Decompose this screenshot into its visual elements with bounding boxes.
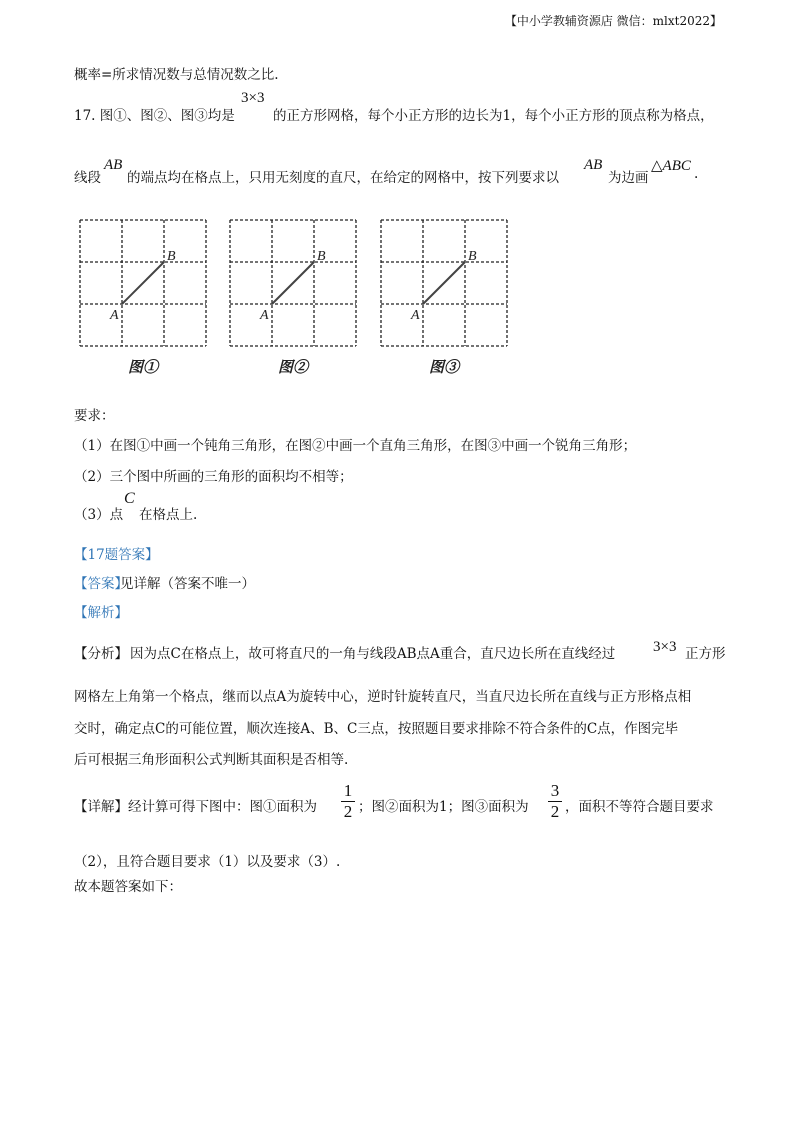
detail-line1-start: 经计算可得下图中：图①面积为 <box>128 799 317 815</box>
detail-line2: （2），且符合题目要求（1）以及要求（3）. <box>74 854 341 870</box>
analysis-label: 【分析】 <box>74 646 128 662</box>
segment-ab <box>272 262 314 304</box>
detail-label: 【详解】 <box>74 799 128 815</box>
grid-figure-1 <box>80 220 206 376</box>
fraction-three-halves <box>548 782 562 821</box>
q17-line2-middle: 的端点均在格点上，只用无刻度的直尺，在给定的网格中，按下列要求以 <box>127 170 559 186</box>
q17-line2-start: 线段 <box>74 170 101 186</box>
grid-figure-3 <box>381 220 507 376</box>
analysis-grid-size-math: 3×3 <box>653 639 677 655</box>
label-point-b: B <box>317 249 326 264</box>
label-point-b: B <box>468 249 477 264</box>
requirement-3-start: （3）点 <box>74 507 124 523</box>
intro-line: 概率=所求情况数与总情况数之比. <box>74 67 279 83</box>
fraction-three-halves-numerator: 3 <box>550 781 560 800</box>
label-point-a: A <box>110 308 119 323</box>
analysis-tag: 【解析】 <box>74 605 128 621</box>
fraction-three-halves-denominator: 2 <box>550 802 560 821</box>
segment-ab <box>122 262 164 304</box>
fraction-one-half <box>341 782 355 821</box>
requirement-3-end: 在格点上. <box>139 507 198 523</box>
requirement-2: （2）三个图中所画的三角形的面积均不相等； <box>74 469 353 485</box>
figure-caption: 图③ <box>428 360 460 376</box>
q17-line1-end: 的正方形网格，每个小正方形的边长为1，每个小正方形的顶点称为格点， <box>273 108 714 124</box>
figure-caption: 图① <box>127 360 159 376</box>
q17-segment-ab-math-2: AB <box>584 157 603 173</box>
analysis-line2: 网格左上角第一个格点，继而以点A为旋转中心，逆时针旋转直尺，当直尺边长所在直线与正方形格点相 <box>74 689 692 705</box>
answer-text: 见详解（答案不唯一） <box>120 576 255 592</box>
q17-segment-ab-math: AB <box>104 157 123 173</box>
figure-caption: 图② <box>277 360 309 376</box>
segment-ab <box>423 262 465 304</box>
fraction-one-half-numerator: 1 <box>343 781 353 800</box>
final-line: 故本题答案如下： <box>74 879 182 895</box>
analysis-line4: 后可根据三角形面积公式判断其面积是否相等. <box>74 752 349 768</box>
label-point-a: A <box>260 308 269 323</box>
q17-triangle-abc-math: △ABC <box>651 158 691 174</box>
requirement-3-point-c: C <box>124 490 135 507</box>
label-point-b: B <box>167 249 176 264</box>
q17-line2-period: . <box>694 166 699 182</box>
label-point-a: A <box>411 308 420 323</box>
q17-line2-edge-text: 为边画 <box>608 170 649 186</box>
detail-line1-middle: ；图②面积为1；图③面积为 <box>358 799 529 815</box>
analysis-line1-end: 正方形 <box>685 646 726 662</box>
requirements-title: 要求： <box>74 408 115 424</box>
analysis-line3: 交时，确定点C的可能位置，顺次连接A、B、C三点，按照题目要求排除不符合条件的C点，作图完毕 <box>74 721 679 737</box>
page-header: 【中小学教辅资源店 微信：mlxt2022】 <box>504 14 722 28</box>
detail-line1-end: ，面积不等符合题目要求 <box>565 799 714 815</box>
analysis-line1: 因为点C在格点上，故可将直尺的一角与线段AB点A重合，直尺边长所在直线经过 <box>130 646 616 662</box>
q17-line1-start: 17. 图①、图②、图③均是 <box>74 108 235 124</box>
grid-figure-2 <box>230 220 356 376</box>
requirement-1: （1）在图①中画一个钝角三角形，在图②中画一个直角三角形，在图③中画一个锐角三角形； <box>74 438 637 454</box>
q17-answer-tag: 【17题答案】 <box>74 547 159 563</box>
answer-tag: 【答案】 <box>74 576 128 592</box>
q17-grid-size-math: 3×3 <box>241 90 265 106</box>
figures-area <box>70 212 530 382</box>
fraction-one-half-denominator: 2 <box>343 802 353 821</box>
